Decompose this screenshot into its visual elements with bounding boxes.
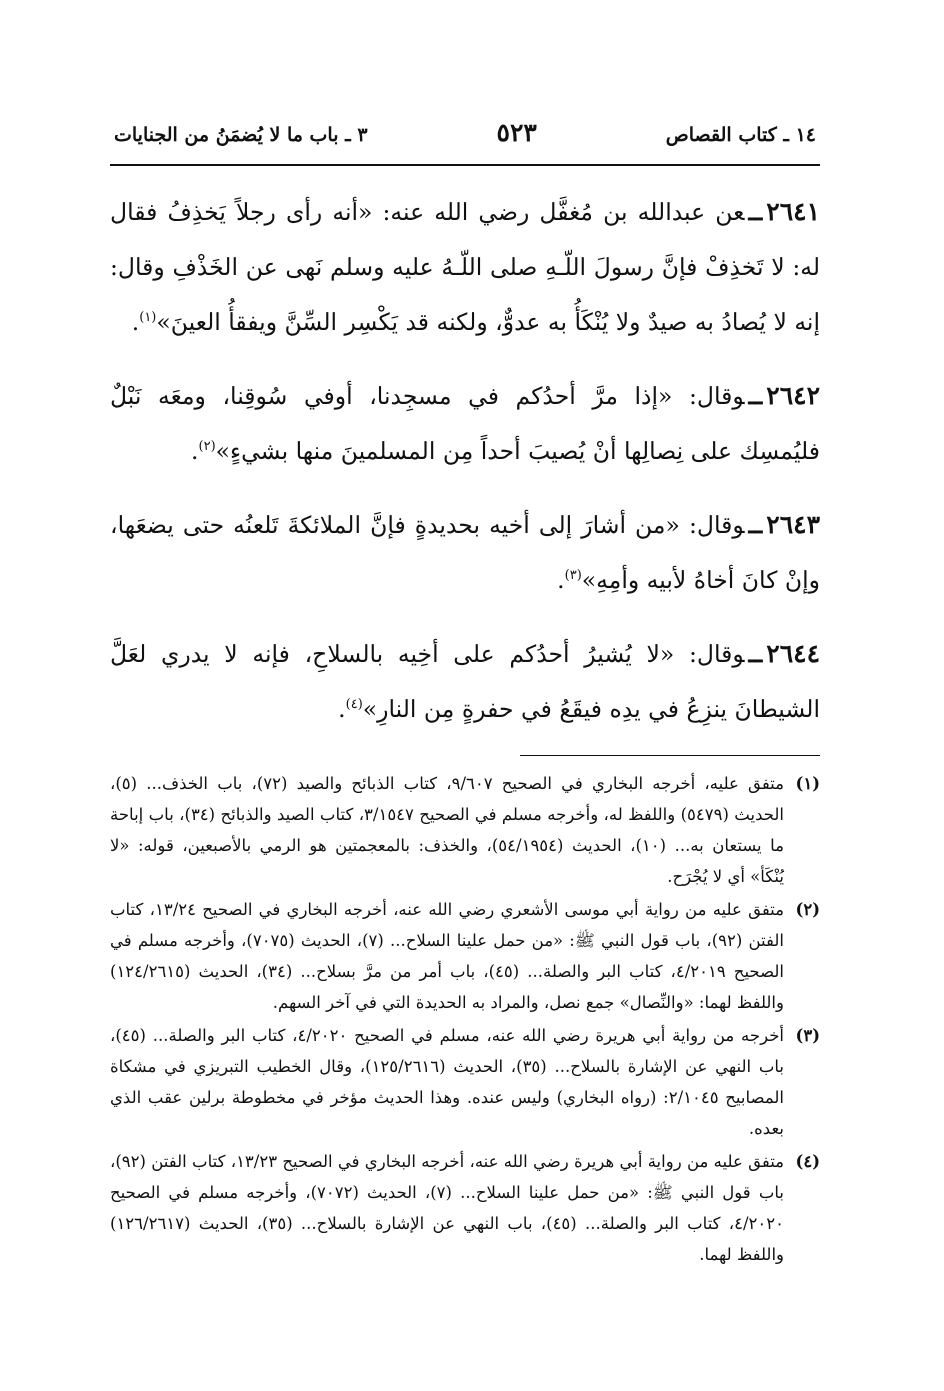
- hadith-text: وقال: «إذا مرَّ أحدُكم في مسجِدنا، أوفي سُوقِنا، ومعَه نَبْلٌ فليُمسِك على نِصالِها أنْ يُصيبَ أحداً مِن المسلمينَ منها بشيءٍ»: [110, 382, 820, 465]
- header-book-title: ١٤ ـ كتاب القصاص: [665, 124, 816, 146]
- hadith-text: عن عبدالله بن مُغفَّل رضي الله عنه: «أنه رأى رجلاً يَخذِفُ فقال له: لا تَخذِفْ فإنَّ رسولَ اللّـهِ صلى اللّـهُ عليه وسلم نَهى عن الخَذْفِ وقال: إنه لا يُصادُ به صيدٌ ولا يُنْكَأُ به عدوٌّ، ولكنه قد يَكْسِر السِّنَّ ويفقأُ العينَ»: [110, 198, 820, 336]
- hadith-number: ٢٦٤١: [766, 197, 820, 226]
- footnote-number: (١): [795, 774, 820, 793]
- page-number: ٥٢٣: [496, 118, 537, 147]
- hadith-2643: ٢٦٤٣ــوقال: «من أشارَ إلى أخيه بحديدةٍ فإنَّ الملائكةَ تَلعنُه حتى يضعَها، وإنْ كانَ أخاهُ لأبيه وأمِهِ»$^{(٣)}$.: [110, 510, 820, 594]
- footnote-ref[interactable]: (٢): [198, 439, 216, 455]
- hadith-text: وقال: «لا يُشيرُ أحدُكم على أخِيه بالسلاحِ، فإنه لا يدري لعَلَّ الشيطانَ ينزِعُ في يدِه فيقَعُ في حفرةٍ مِن النارِ»: [110, 640, 820, 723]
- footnote-1: [110, 768, 820, 892]
- hadith-number: ٢٦٤٢: [766, 381, 820, 410]
- footnote-text: متفق عليه من رواية أبي موسى الأشعري رضي الله عنه، أخرجه البخاري في الصحيح ١٣/٢٤، كتاب الفتن (٩٢)، باب قول النبي ﷺ: «من حمل علينا السلاح... (٧)، الحديث (٧٠٧٥)، وأخرجه مسلم في الصحيح ٤/٢٠١٩، كتاب البر والصلة... (٤٥)، باب أمر من مرَّ بسلاح... (٣٤)، الحديث (١٢٤/٢٦١٥) واللفظ لهما: «والنِّصال» جمع نصل، والمراد به الحديدة التي في آخر السهم.: [110, 900, 784, 1012]
- hadith-text: وقال: «من أشارَ إلى أخيه بحديدةٍ فإنَّ الملائكةَ تَلعنُه حتى يضعَها، وإنْ كانَ أخاهُ لأبيه وأمِهِ»: [110, 511, 820, 594]
- footnote-4: [110, 1146, 820, 1270]
- running-header: [110, 118, 820, 166]
- footnote-ref[interactable]: (٤): [345, 697, 363, 713]
- header-chapter-title: ٣ ـ باب ما لا يُضمَنُ من الجنايات: [114, 124, 368, 146]
- hadith-2642: ٢٦٤٢ــوقال: «إذا مرَّ أحدُكم في مسجِدنا، أوفي سُوقِنا، ومعَه نَبْلٌ فليُمسِك على نِصالِها أنْ يُصيبَ أحداً مِن المسلمينَ منها بشيءٍ»$^{(٢)}$.: [110, 381, 820, 465]
- footnote-2: [110, 894, 820, 1018]
- footnote-ref[interactable]: (١): [139, 310, 157, 326]
- book-page: [110, 118, 820, 1272]
- footnotes: [110, 768, 820, 1270]
- hadith-2644: ٢٦٤٤ــوقال: «لا يُشيرُ أحدُكم على أخِيه بالسلاحِ، فإنه لا يدري لعَلَّ الشيطانَ ينزِعُ في يدِه فيقَعُ في حفرةٍ مِن النارِ»$^{(٤)}$.: [110, 639, 820, 723]
- hadith-2641: ٢٦٤١ــعن عبدالله بن مُغفَّل رضي الله عنه: «أنه رأى رجلاً يَخذِفُ فقال له: لا تَخذِفْ فإنَّ رسولَ اللّـهِ صلى اللّـهُ عليه وسلم نَهى عن الخَذْفِ وقال: إنه لا يُصادُ به صيدٌ ولا يُنْكَأُ به عدوٌّ، ولكنه قد يَكْسِر السِّنَّ ويفقأُ العينَ»$^{(١)}$.: [110, 197, 820, 336]
- footnote-ref[interactable]: (٣): [564, 568, 582, 584]
- footnote-text: متفق عليه، أخرجه البخاري في الصحيح ٩/٦٠٧، كتاب الذبائح والصيد (٧٢)، باب الخذف... (٥)، الحديث (٥٤٧٩) واللفظ له، وأخرجه مسلم في الصحيح ٣/١٥٤٧، كتاب الصيد والذبائح (٣٤)، باب إباحة ما يستعان به... (١٠)، الحديث (٥٤/١٩٥٤)، والخذف: بالمعجمتين هو الرمي بالأصبعين، قوله: «لا يُنْكَأ» أي لا يُجْرَح.: [110, 774, 785, 886]
- hadith-number: ٢٦٤٣: [766, 510, 820, 539]
- footnote-number: (٤): [795, 1152, 820, 1171]
- footnote-text: متفق عليه من رواية أبي هريرة رضي الله عنه، أخرجه البخاري في الصحيح ١٣/٢٣، كتاب الفتن (٩٢)، باب قول النبي ﷺ: «من حمل علينا السلاح... (٧)، الحديث (٧٠٧٢)، وأخرجه مسلم في الصحيح ٤/٢٠٢٠، كتاب البر والصلة... (٤٥)، باب النهي عن الإشارة بالسلاح... (٣٥)، الحديث (١٢٦/٢٦١٧) واللفظ لهما.: [110, 1152, 785, 1264]
- footnote-3: [110, 1020, 820, 1144]
- hadith-list: [110, 184, 820, 737]
- footnote-number: (٢): [795, 900, 820, 919]
- hadith-number: ٢٦٤٤: [766, 639, 820, 668]
- footnote-divider: [520, 755, 820, 756]
- footnote-number: (٣): [795, 1026, 820, 1045]
- footnote-text: أخرجه من رواية أبي هريرة رضي الله عنه، مسلم في الصحيح ٤/٢٠٢٠، كتاب البر والصلة... (٤٥)، باب النهي عن الإشارة بالسلاح... (٣٥)، الحديث (١٢٥/٢٦١٦)، وقال الخطيب التبريزي في مشكاة المصابيح ٢/١٠٤٥: (رواه البخاري) وليس عنده. وهذا الحديث مؤخر في مخطوطة برلين عقب الذي بعده.: [110, 1026, 784, 1138]
